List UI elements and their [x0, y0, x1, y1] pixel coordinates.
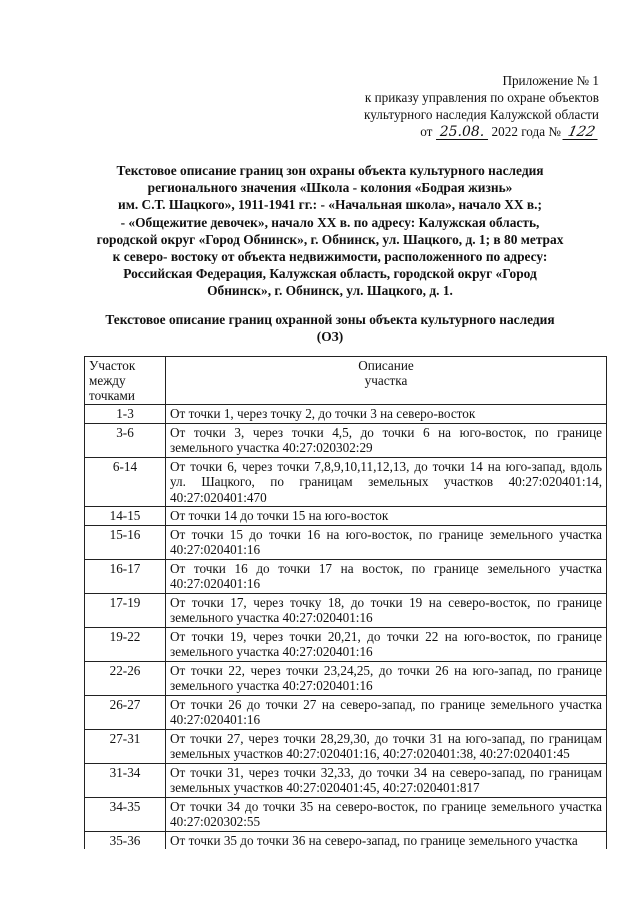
table-row — [85, 831, 607, 849]
table-row — [85, 405, 607, 424]
segment-cell: 35-36 — [85, 831, 166, 849]
segment-description-cell: От точки 34 до точки 35 на северо-восток, по границе земельного участка 40:27:020302:55 — [166, 797, 607, 831]
segment-description-cell: От точки 16 до точки 17 на восток, по границе земельного участка 40:27:020401:16 — [166, 559, 607, 593]
header-desc-line: Описание — [358, 358, 414, 373]
boundary-table — [84, 356, 607, 849]
title-line: регионального значения «Школа - колония «Бодрая жизнь» — [147, 180, 513, 196]
appendix-line-2: к приказу управления по охране объектов — [364, 90, 599, 105]
segment-description-cell: От точки 31, через точки 32,33, до точки 34 на северо-запад, по границам земельных участков 40:27:020401:45, 40:27:020401:817 — [166, 763, 607, 797]
table-row — [85, 423, 607, 457]
segment-cell: 31-34 — [85, 763, 166, 797]
header-area-line: Участок — [89, 358, 136, 373]
handwritten-order-number: 122 — [563, 125, 601, 140]
segment-cell: 14-15 — [85, 507, 166, 526]
table-row — [85, 627, 607, 661]
table-row — [85, 559, 607, 593]
year-text: 2022 года № — [491, 124, 561, 139]
segment-cell: 1-3 — [85, 405, 166, 424]
title-line: к северо- востоку от объекта недвижимости, расположенного по адресу: — [112, 249, 548, 265]
segment-description-cell: От точки 22, через точки 23,24,25, до точки 26 на юго-запад, по границе земельного участка 40:27:020401:16 — [166, 661, 607, 695]
segment-description-cell: От точки 17, через точку 18, до точки 19 на северо-восток, по границе земельного участка 40:27:020401:16 — [166, 593, 607, 627]
title-line: Российская Федерация, Калужская область, городской округ «Город — [123, 266, 537, 282]
segment-cell: 17-19 — [85, 593, 166, 627]
segment-description-cell: От точки 6, через точки 7,8,9,10,11,12,13, до точки 14 на юго-запад, вдоль ул. Шацкого, по границам земельных участков 40:27:020401:14, 40:27:020401:470 — [166, 457, 607, 507]
appendix-header — [299, 72, 599, 140]
date-prefix: от — [420, 124, 433, 139]
table-row — [85, 763, 607, 797]
segment-description-cell: От точки 3, через точки 4,5, до точки 6 на юго-восток, по границе земельного участка 40:27:020302:29 — [166, 423, 607, 457]
table-row — [85, 507, 607, 526]
segment-cell: 15-16 — [85, 525, 166, 559]
header-area — [85, 357, 166, 405]
segment-cell: 16-17 — [85, 559, 166, 593]
section-title — [70, 311, 590, 345]
segment-cell: 27-31 — [85, 729, 166, 763]
segment-description-cell: От точки 27, через точки 28,29,30, до точки 31 на юго-запад, по границам земельных участков 40:27:020401:16, 40:27:020401:38, 40:27:020401:45 — [166, 729, 607, 763]
segment-description-cell: От точки 1, через точку 2, до точки 3 на северо-восток — [166, 405, 607, 424]
segment-cell: 34-35 — [85, 797, 166, 831]
header-description — [166, 357, 607, 405]
section-title-line: (ОЗ) — [316, 329, 344, 344]
segment-cell: 3-6 — [85, 423, 166, 457]
segment-cell: 6-14 — [85, 457, 166, 507]
table-row — [85, 695, 607, 729]
appendix-line-3: культурного наследия Калужской области — [364, 107, 599, 122]
table-header-row — [85, 357, 607, 405]
header-desc-line: участка — [364, 373, 408, 388]
segment-description-cell: От точки 15 до точки 16 на юго-восток, по границе земельного участка 40:27:020401:16 — [166, 525, 607, 559]
header-area-line: точками — [89, 388, 135, 403]
table-row — [85, 729, 607, 763]
appendix-line-1: Приложение № 1 — [502, 73, 599, 88]
segment-description-cell: От точки 19, через точки 20,21, до точки 22 на юго-восток, по границе земельного участка 40:27:020401:16 — [166, 627, 607, 661]
segment-cell: 19-22 — [85, 627, 166, 661]
table-row — [85, 797, 607, 831]
segment-cell: 26-27 — [85, 695, 166, 729]
title-line: Обнинск», г. Обнинск, ул. Шацкого, д. 1. — [207, 283, 453, 299]
table-row — [85, 457, 607, 507]
title-line: Текстовое описание границ зон охраны объекта культурного наследия — [116, 163, 544, 178]
section-title-line: Текстовое описание границ охранной зоны объекта культурного наследия — [105, 312, 555, 327]
appendix-date-line — [299, 123, 599, 140]
table-row — [85, 593, 607, 627]
segment-cell: 22-26 — [85, 661, 166, 695]
header-area-line: между — [89, 373, 126, 388]
table-row — [85, 525, 607, 559]
table-body — [85, 405, 607, 850]
title-line: им. С.Т. Шацкого», 1911-1941 гг.: - «Начальная школа», начало XX в.; — [118, 197, 542, 213]
segment-description-cell: От точки 35 до точки 36 на северо-запад, по границе земельного участка — [166, 831, 607, 849]
segment-description-cell: От точки 26 до точки 27 на северо-запад, по границе земельного участка 40:27:020401:16 — [166, 695, 607, 729]
title-line: городской округ «Город Обнинск», г. Обнинск, ул. Шацкого, д. 1; в 80 метрах — [96, 231, 564, 247]
segment-description-cell: От точки 14 до точки 15 на юго-восток — [166, 507, 607, 526]
document-title — [70, 162, 590, 300]
handwritten-date: 25.08. — [436, 125, 489, 140]
title-line: - «Общежитие девочек», начало XX в. по адресу: Калужская область, — [120, 214, 540, 230]
table-row — [85, 661, 607, 695]
